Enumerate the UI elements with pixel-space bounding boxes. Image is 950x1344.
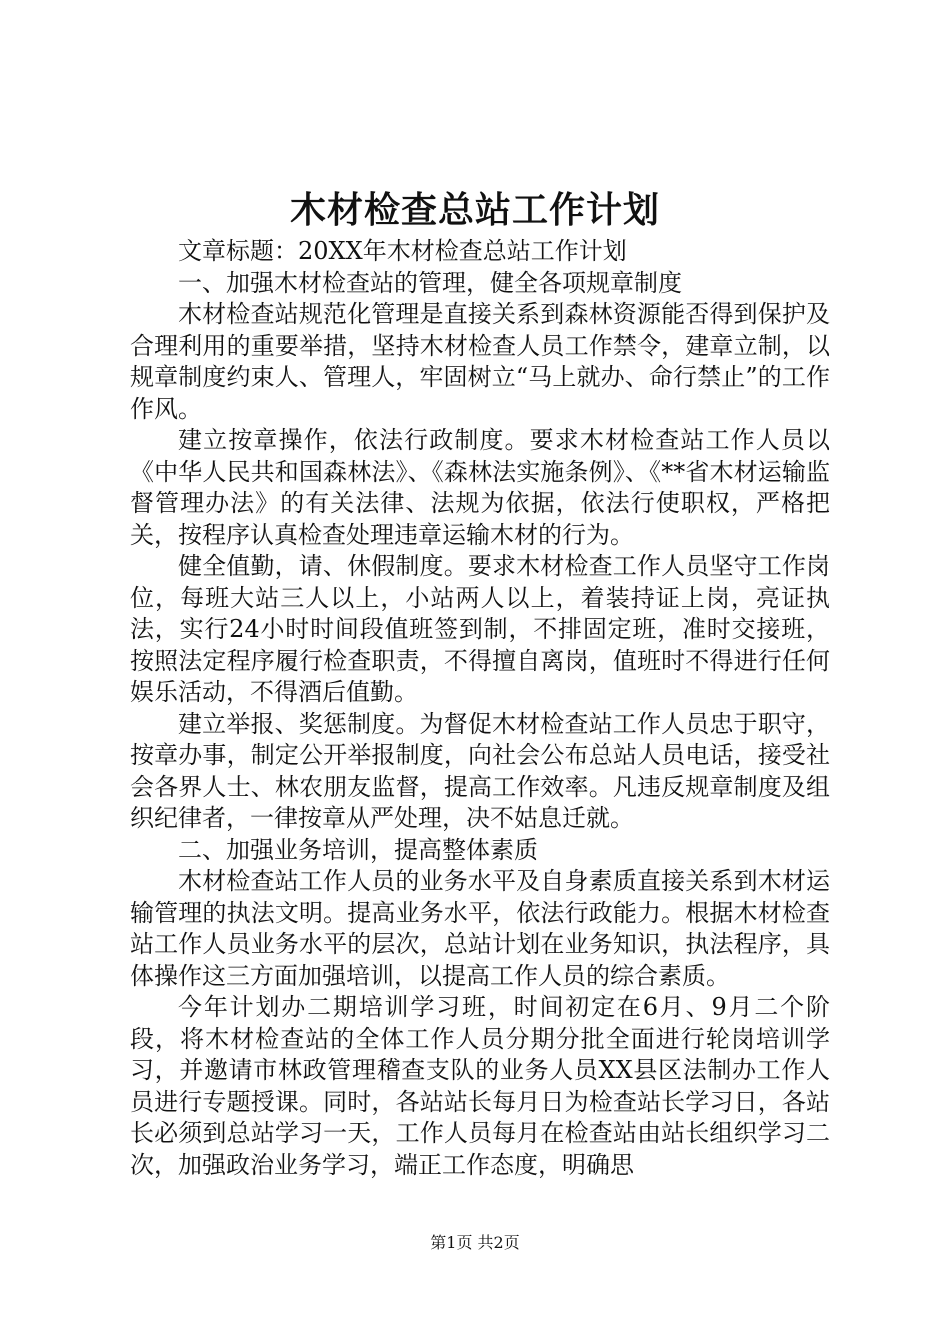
document-title: 木材检查总站工作计划 — [289, 189, 660, 231]
paragraph-article-title: 文章标题：20XX年木材检查总站工作计划 — [178, 237, 627, 265]
paragraph: 建立按章操作，依法行政制度。要求木材检查站工作人员以《中华人民共和国森林法》、《森林法实施条例》、《**省木材运输监督管理办法》的有关法律、法规为依据，依法行使职权，严格把关，按程序认真检查处理违章运输木材的行为。 — [130, 426, 830, 549]
paragraph: 健全值勤，请、休假制度。要求木材检查工作人员坚守工作岗位，每班大站三人以上，小站两人以上，着装持证上岗，亮证执法，实行24小时时间段值班签到制，不排固定班，准时交接班，按照法定程序履行检查职责，不得擅自离岗，值班时不得进行任何娱乐活动，不得酒后值勤。 — [130, 552, 830, 706]
paragraph: 建立举报、奖惩制度。为督促木材检查站工作人员忠于职守，按章办事，制定公开举报制度，向社会公布总站人员电话，接受社会各界人士、林农朋友监督，提高工作效率。凡违反规章制度及组织纪律者，一律按章从严处理，决不姑息迁就。 — [130, 709, 830, 832]
page-footer: 第1页 共2页 — [430, 1233, 520, 1252]
paragraph: 木材检查站工作人员的业务水平及自身素质直接关系到木材运输管理的执法文明。提高业务水平，依法行政能力。根据木材检查站工作人员业务水平的层次，总站计划在业务知识，执法程序，具体操作这三方面加强培训，以提高工作人员的综合素质。 — [130, 867, 830, 990]
section-heading-1: 一、加强木材检查站的管理，健全各项规章制度 — [178, 268, 682, 297]
paragraph: 木材检查站规范化管理是直接关系到森林资源能否得到保护及合理利用的重要举措，坚持木材检查人员工作禁令，建章立制，以规章制度约束人、管理人，牢固树立“马上就办、命行禁止”的工作作风。 — [130, 300, 830, 423]
section-heading-2: 二、加强业务培训，提高整体素质 — [178, 835, 538, 864]
paragraph: 今年计划办二期培训学习班，时间初定在6月、9月二个阶段，将木材检查站的全体工作人员分期分批全面进行轮岗培训学习，并邀请市林政管理稽查支队的业务人员XX县区法制办工作人员进行专题授课。同时，各站站长每月日为检查站长学习日，各站长必须到总站学习一天，工作人员每月在检查站由站长组织学习二次，加强政治业务学习，端正工作态度，明确思 — [130, 993, 830, 1179]
document-body — [130, 236, 830, 1181]
